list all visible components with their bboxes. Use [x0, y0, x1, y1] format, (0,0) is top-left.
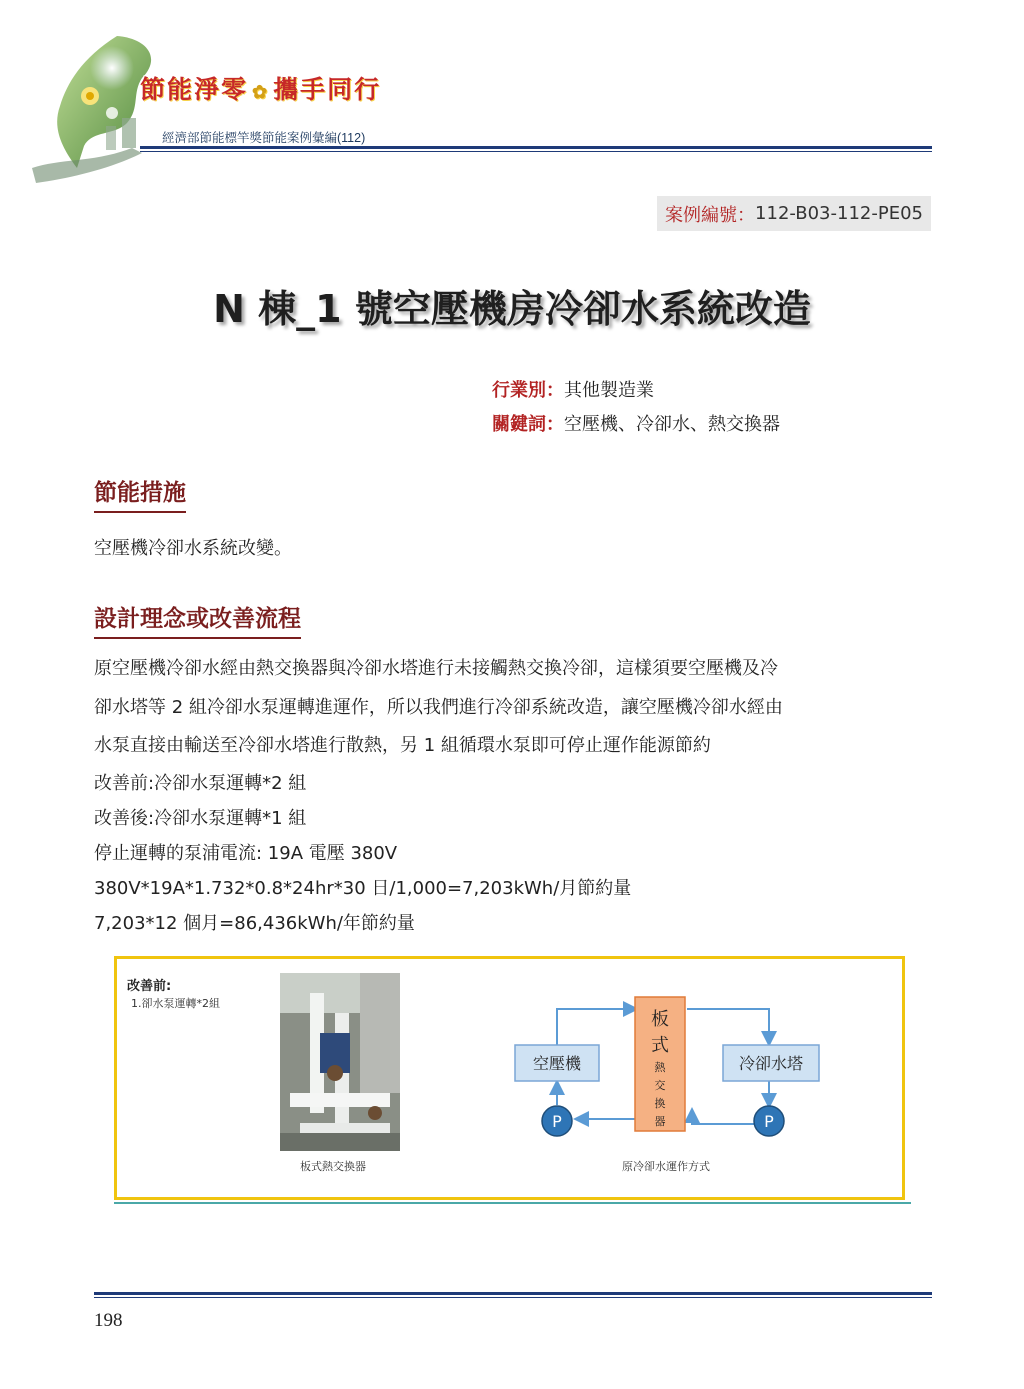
compressor-label: 空壓機	[532, 1054, 582, 1073]
pump-right-label: P	[764, 1112, 774, 1131]
footer-rule	[94, 1292, 932, 1295]
cooling-flow-diagram	[507, 979, 847, 1179]
hx-label-big1: 板	[651, 1009, 669, 1030]
hx-label-big2: 式	[651, 1035, 669, 1056]
pump-left-label: P	[552, 1112, 562, 1131]
footer-rule-thin	[94, 1297, 932, 1298]
measures-text: 空壓機冷卻水系統改變。	[94, 538, 292, 559]
case-number-box	[657, 196, 931, 231]
photo-caption: 板式熱交換器	[300, 1160, 366, 1173]
heat-exchanger-photo	[280, 973, 400, 1151]
design-line: 380V*19A*1.732*0.8*24hr*30 日/1,000=7,203kWh/月節約量	[94, 877, 632, 899]
hx-label-small: 器	[654, 1115, 666, 1128]
figure-label-item: 1.卻水泵運轉*2組	[131, 997, 220, 1010]
document-title: N 棟_1 號空壓機房冷卻水系統改造	[213, 287, 811, 331]
hx-label-small: 換	[654, 1097, 666, 1110]
case-number-label: 案例編號：	[665, 204, 756, 226]
keywords-value: 空壓機、冷卻水、熱交換器	[564, 414, 780, 435]
brand-title	[140, 70, 381, 106]
diagram-caption: 原冷卻水運作方式	[622, 1160, 710, 1173]
figure-frame	[114, 956, 905, 1200]
brand-title-part1: 節能淨零	[140, 75, 249, 104]
case-number-value: 112-B03-112-PE05	[755, 203, 923, 224]
design-line: 停止運轉的泵浦電流: 19A 電壓 380V	[94, 842, 398, 864]
figure-underline	[114, 1202, 911, 1204]
design-line: 卻水塔等 2 組冷卻水泵運轉進運作，所以我們進行冷卻系統改造，讓空壓機冷卻水經由	[94, 696, 783, 718]
cooling-tower-label: 冷卻水塔	[738, 1054, 804, 1073]
brand-subtitle: 經濟部節能標竿獎節能案例彙編(112)	[162, 131, 366, 145]
keywords-label: 關鍵詞：	[492, 414, 564, 435]
header-rule-thin	[140, 151, 932, 152]
design-paragraph	[94, 650, 934, 941]
section-heading-design: 設計理念或改善流程	[94, 600, 301, 639]
hx-label-small: 熱	[654, 1061, 666, 1074]
section-heading-measures: 節能措施	[94, 474, 186, 513]
brand-title-part2: 攜手同行	[273, 75, 382, 104]
industry-label: 行業別：	[492, 380, 564, 401]
figure-label-title: 改善前:	[127, 979, 172, 994]
brand-flower-icon: ✿	[252, 82, 270, 103]
industry-value: 其他製造業	[564, 380, 654, 401]
design-line: 7,203*12 個月=86,436kWh/年節約量	[94, 912, 415, 934]
design-line: 水泵直接由輸送至冷卻水塔進行散熱，另 1 組循環水泵即可停止運作能源節約	[94, 735, 711, 756]
design-line: 改善後:冷卻水泵運轉*1 組	[94, 807, 307, 829]
page-number: 198	[94, 1310, 123, 1331]
hx-label-small: 交	[654, 1079, 666, 1092]
design-line: 原空壓機冷卻水經由熱交換器與冷卻水塔進行未接觸熱交換冷卻，這樣須要空壓機及冷	[94, 658, 778, 679]
header-rule	[140, 146, 932, 149]
design-line: 改善前:冷卻水泵運轉*2 組	[94, 772, 307, 794]
keywords-line	[492, 410, 780, 436]
industry-line	[492, 376, 654, 402]
